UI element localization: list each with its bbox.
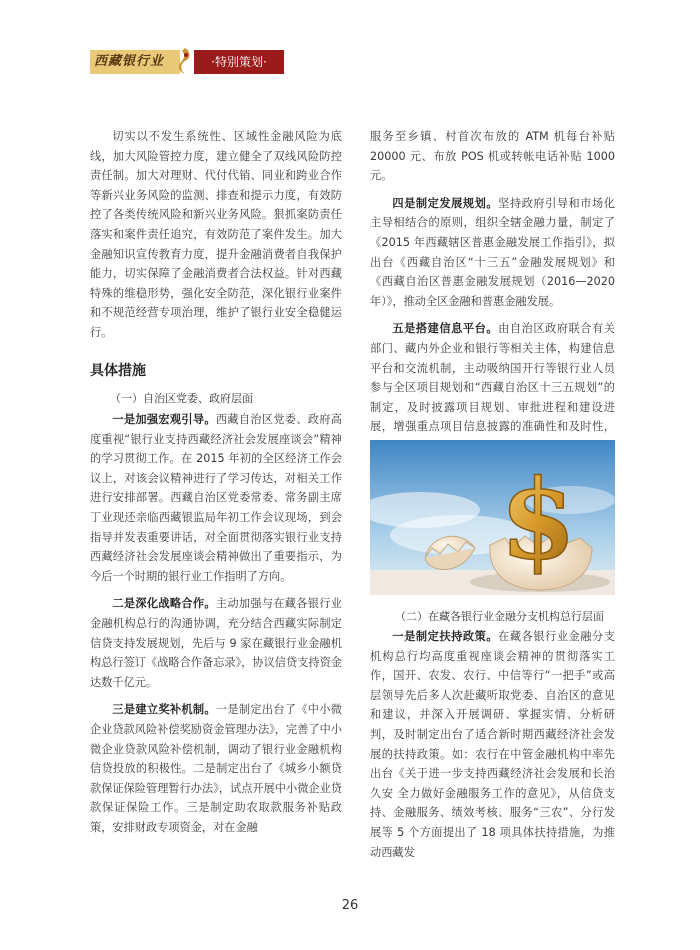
subsection-2-title: （二）在藏各银行业金融分支机构总行层面 — [395, 610, 604, 623]
right-column — [370, 127, 615, 465]
intro-paragraph: 切实以不发生系统性、区域性金融风险为底线，加大风险管控力度，建立健全了双线风险防控责任制。加大对理财、代付代销、同业和跨业合作等新兴业务风险的监测、排查和提示力度，有效防控了各类传统风险和新兴业务风险。狠抓案防责任落实和案件责任追究，有效防范了案件发生。加大金融知识宣传教育力度，提升金融消费者自我保护能力，切实保障了金融消费者合法权益。针对西藏特殊的维稳形势，强化安全防范，深化银行业案件和不规范经营专项治理，维护了银行业安全稳健运行。 — [90, 130, 342, 339]
paragraph-lead: 一是加强宏观引导。 — [112, 413, 216, 426]
right-paragraph-4 — [370, 194, 615, 312]
paragraph-lead: 一是制定扶持政策。 — [392, 630, 499, 643]
paragraph-text: 一是制定出台了《中小微企业贷款风险补偿奖励资金管理办法》，完善了中小微企业贷款风险补偿机制，调动了银行业金融机构信贷投放的积极性。二是制定出台了《城乡小额贷款保证保险管理暂行办法》，试点开展中小微企业贷款保证保险工作。三是制定助农取款服务补贴政策，安排财政专项资金，对在金融 — [90, 703, 342, 834]
subsection-1-title: （一）自治区党委、政府层面 — [110, 392, 253, 405]
paragraph-text: 由自治区政府联合有关部门、藏内外企业和银行等相关主体，构建信息平台和交流机制，主动吸纳国开行等银行业人员参与全区项目规划和“西藏自治区十三五规划”的制定，及时披露项目规划、审批进程和建设进展，增强重点项目信息披露的准确性和及时性， — [370, 322, 615, 434]
page-number: 26 — [341, 898, 359, 913]
paragraph-lead: 五是搭建信息平台。 — [392, 322, 499, 336]
measure-paragraph — [370, 627, 615, 862]
paragraph-text: 坚持政府引导和市场化主导相结合的原则，组织全辖金融力量，制定了《2015 年西藏辖区普惠金融发展工作指引》，拟出台《西藏自治区“十三五”金融发展规划》和《西藏自治区普惠金融发展规划（2016—2020 年）》，推动全区金融和普惠金融发展。 — [370, 196, 615, 308]
page-header — [90, 50, 290, 74]
section-tag: ·特别策划· — [194, 50, 284, 74]
svg-text:$: $ — [499, 455, 577, 584]
paragraph-lead: 四是制定发展规划。 — [392, 196, 499, 210]
paragraph-lead: 二是深化战略合作。 — [112, 597, 216, 611]
measure-paragraph — [90, 594, 342, 692]
paragraph-lead: 三是建立奖补机制。 — [112, 703, 216, 717]
paragraph-text: 主动加强与在藏各银行业金融机构总行的沟通协调，充分结合西藏实际制定信贷支持发展规划，先后与 9 家在藏银行业金融机构总行签订《战略合作备忘录》，协议信贷支持资金达数千亿元。 — [90, 597, 342, 689]
brand-logo: 西藏银行业 — [90, 50, 180, 74]
subsection-1-body — [90, 410, 342, 845]
intro-left-column — [90, 127, 342, 351]
dollar-egg-illustration — [370, 440, 615, 595]
measure-paragraph — [90, 700, 342, 837]
paragraph-text: 西藏自治区党委、政府高度重视“银行业支持西藏经济社会发展座谈会”精神的学习贯彻工作。在 2015 年初的全区经济工作会议上，对该会议精神进行了学习传达，对相关工作进行安排部署。西藏自治区党委常委、常务副主席丁业现还亲临西藏银监局年初工作会议现场，到会指导并发表重要讲话，对全面贯彻落实银行业支持西藏经济社会发展座谈会精神做出了重要指示，为今后一个时期的银行业工作指明了方向。 — [90, 413, 342, 583]
subsection-2-body — [370, 627, 615, 870]
emblem-icon — [176, 46, 194, 76]
paragraph-text: 在藏各银行业金融分支机构总行均高度重视座谈会精神的贯彻落实工作，国开、农发、农行、中信等行“一把手”或高层领导先后多人次赴藏听取党委、自治区的意见和建议，并深入开展调研、掌握实情、分析研判，及时制定出台了适合新时期西藏经济社会发展的扶持政策。如：农行在中管金融机构中率先出台《关于进一步支持西藏经济社会发展和长治久安 全力做好金融服务工作的意见》，从信贷支持、金融服务、绩效考核、服务“三农”、分行发展等 5 个方面提出了 18 项具体扶持措施，为推动西藏发 — [370, 630, 615, 859]
continuation-paragraph: 服务至乡镇、村首次布放的 ATM 机每台补贴 20000 元、布放 POS 机或转帐电话补贴 1000 元。 — [370, 130, 615, 183]
right-paragraph-5 — [370, 319, 615, 456]
measure-paragraph — [90, 410, 342, 586]
section-title: 具体措施 — [90, 363, 146, 379]
